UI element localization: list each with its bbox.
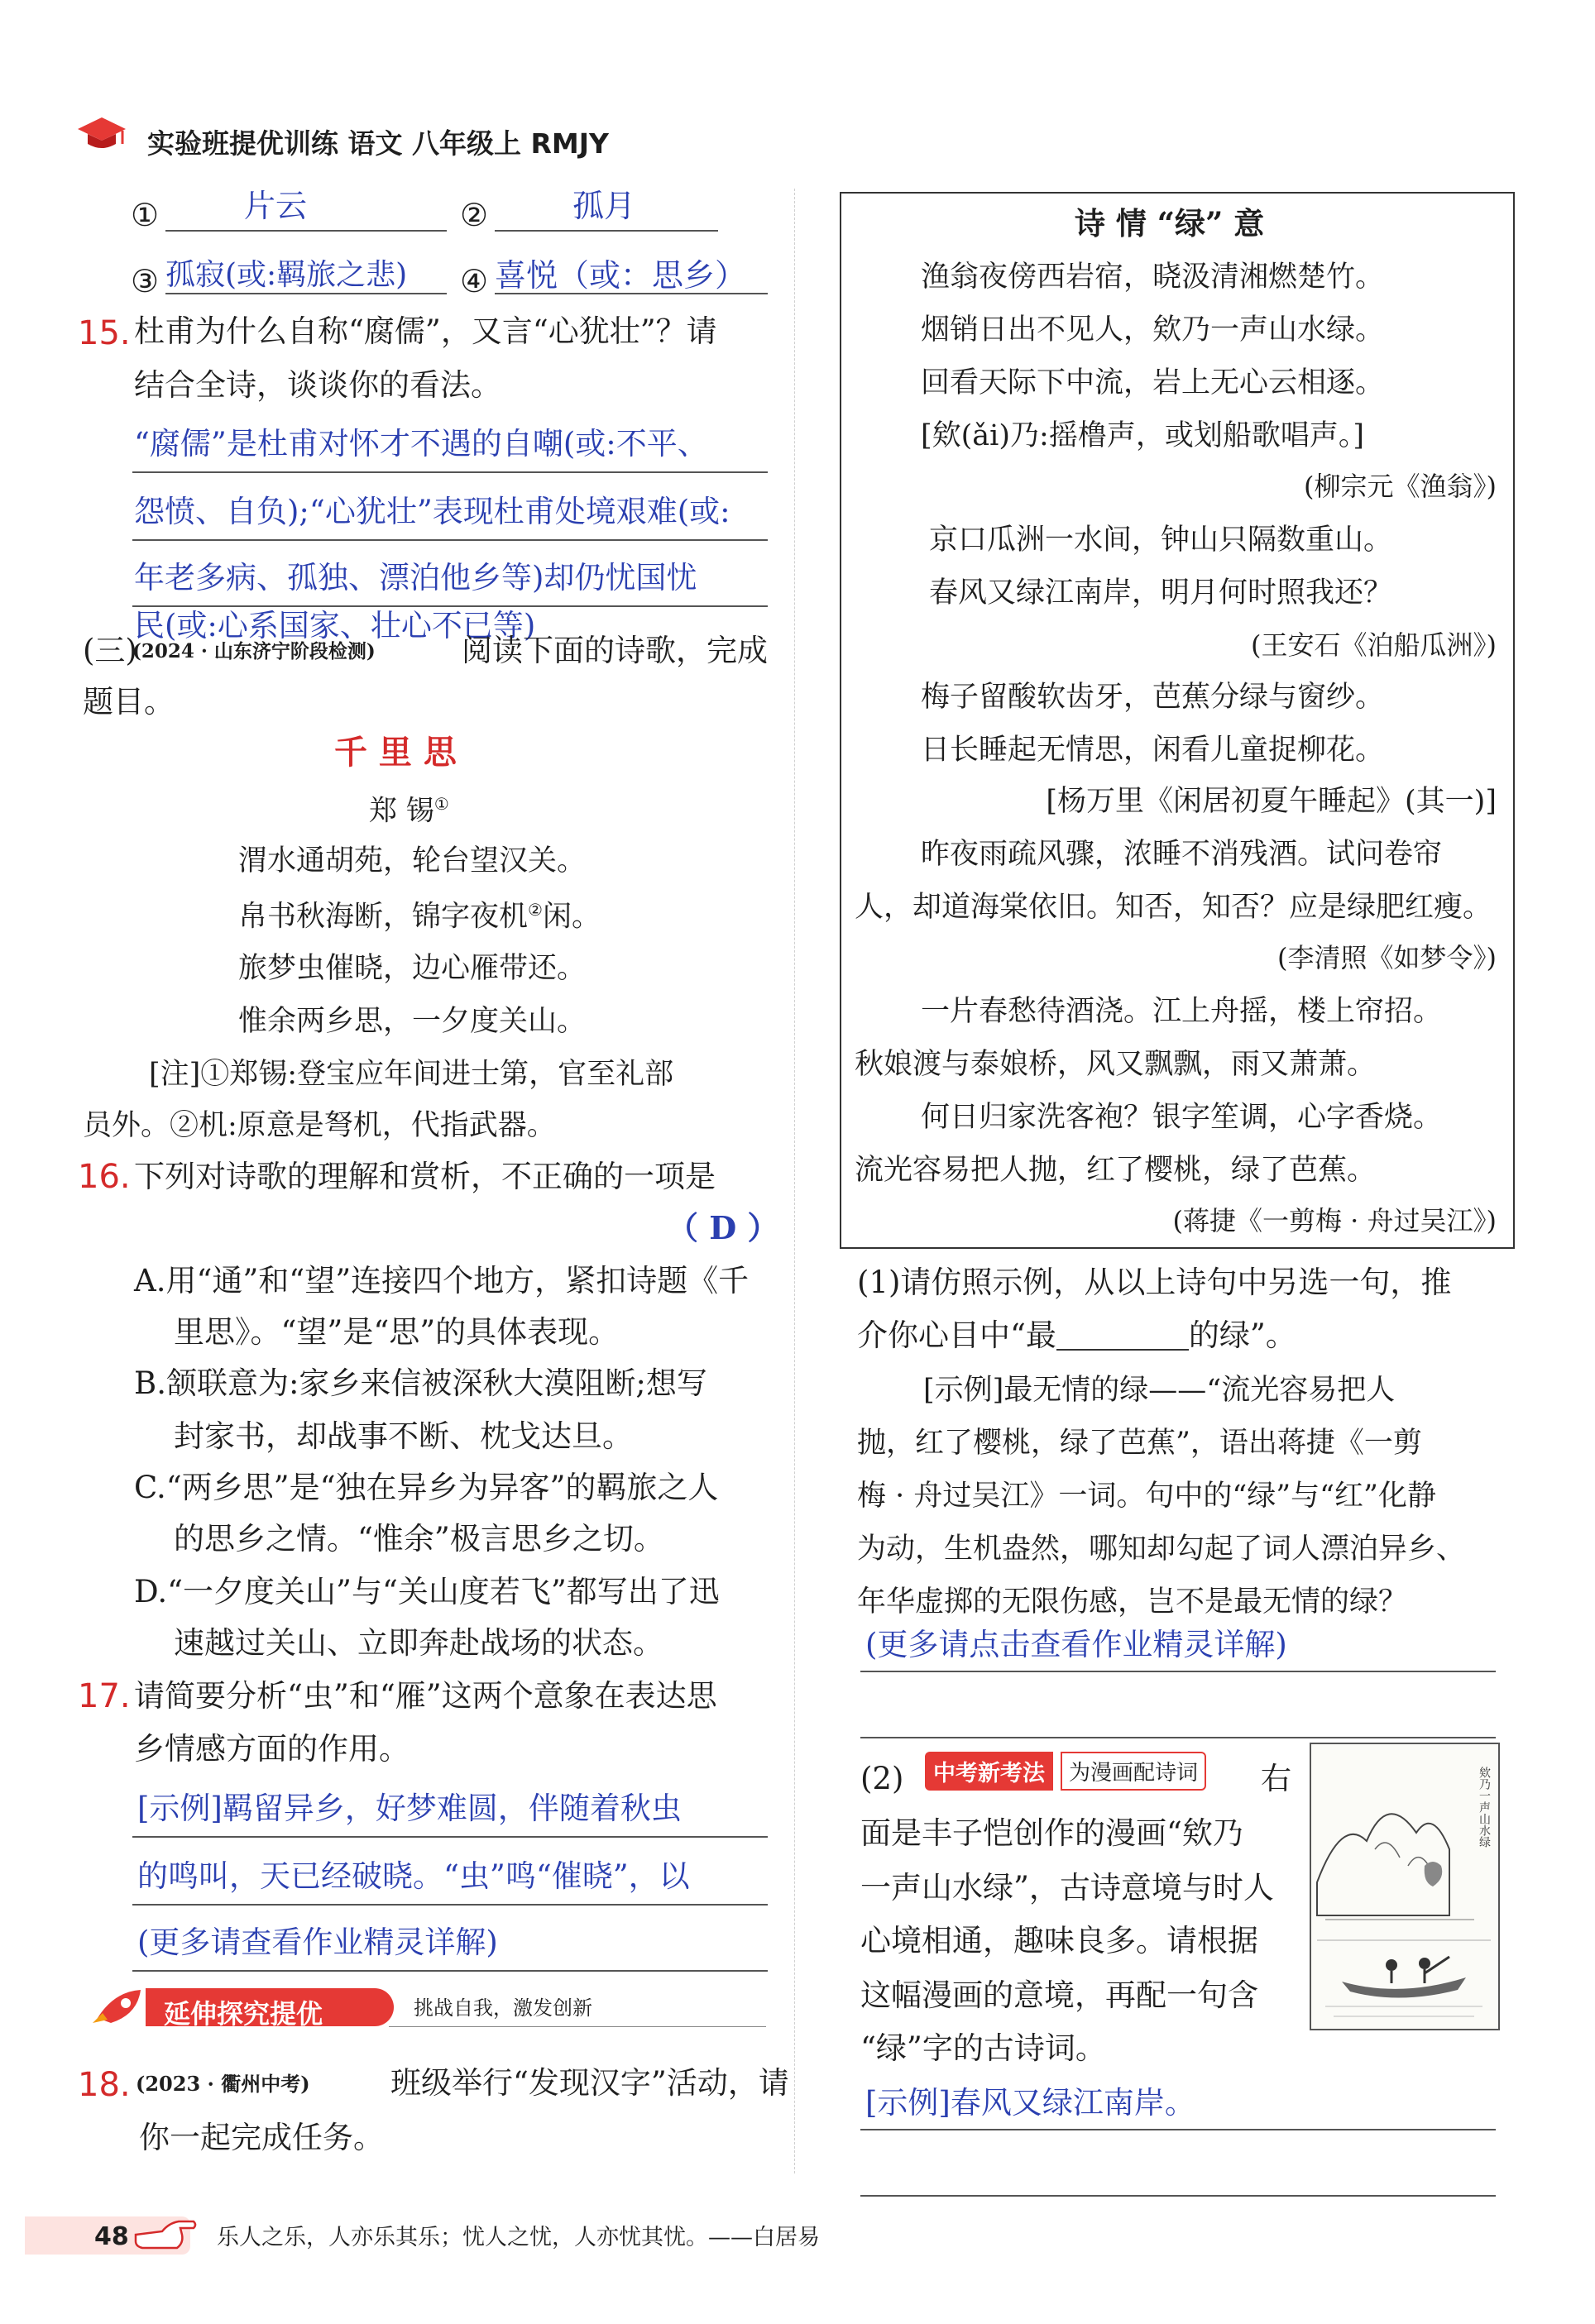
q18-stem-line: 班级举行“发现汉字”活动，请 [390, 2065, 789, 2101]
q17-number: 17. [78, 1677, 131, 1715]
q15-answer-line: 年老多病、孤独、漂泊他乡等)却仍忧国忧 [134, 560, 697, 595]
q17-stem-line: 乡情感方面的作用。 [134, 1731, 410, 1767]
section3-instruction: 阅读下面的诗歌，完成 [462, 633, 768, 668]
poem-box-line: 渔翁夜傍西岩宿，晓汲清湘燃楚竹。 [921, 261, 1385, 294]
q15-number: 15. [78, 314, 131, 352]
poem-box-line: 日长睡起无情思，闲看儿童捉柳花。 [921, 734, 1385, 767]
q2-stem-line: 一声山水绿”，古诗意境与时人 [860, 1870, 1274, 1906]
q16-answer [667, 1209, 779, 1246]
poem-box-line: 一片春愁待酒浇。江上舟摇，楼上帘招。 [921, 995, 1443, 1028]
poem-box-line: 烟销日出不见人，欸乃一声山水绿。 [921, 313, 1385, 347]
poem-box-source: (柳宗元《渔翁》) [1304, 471, 1497, 502]
poem-box-title: 诗 情 “绿” 意 [1075, 205, 1265, 241]
poem1-line [238, 901, 601, 932]
answer-underline [132, 605, 768, 607]
extension-banner-subtitle: 挑战自我，激发创新 [414, 1996, 592, 2020]
poem1-line-part: 帛书秋海断，锦字夜机 [238, 900, 529, 934]
q15-stem-line: 结合全诗，谈谈你的看法。 [134, 367, 501, 403]
q15-answer-line: “腐儒”是杜甫对怀才不遇的自嘲(或:不平、 [134, 426, 708, 461]
q1-stem-line: (1)请仿照示例，从以上诗句中另选一句，推 [857, 1265, 1452, 1300]
q1-stem-part: 介你心目中“最 [857, 1317, 1056, 1353]
poem-box-line: 春风又绿江南岸，明月何时照我还？ [929, 576, 1393, 610]
q16-option-line: B.颔联意为:家乡来信被深秋大漠阻断;想写 [134, 1365, 707, 1401]
answer-underline [132, 1836, 768, 1838]
section3-prefix: (三) [83, 633, 137, 668]
extension-banner [146, 1988, 394, 2030]
q16-option-line: 速越过关山、立即奔赴战场的状态。 [174, 1625, 663, 1661]
poem1-author [369, 794, 449, 828]
q1-example-line: 年华虚掷的无限伤感，岂不是最无情的绿？ [857, 1585, 1408, 1619]
q17-answer-line: (更多请查看作业精灵详解) [137, 1925, 498, 1960]
blank-answer: 孤月 [572, 188, 636, 224]
q16-number: 16. [78, 1158, 131, 1196]
q2-tag-new-exam: 中考新考法 [925, 1752, 1053, 1791]
q16-option-line: 里思》。“望”是“思”的具体表现。 [174, 1314, 620, 1350]
q17-stem-line: 请简要分析“虫”和“雁”这两个意象在表达思 [134, 1678, 717, 1714]
q17-answer-line: 的鸣叫，天已经破晓。“虫”鸣“催晓”，以 [137, 1858, 690, 1894]
feng-zikai-painting [1309, 1742, 1501, 2031]
banner-underline [389, 2026, 766, 2027]
poem1-line: 渭水通胡苑，轮台望汉关。 [238, 844, 587, 877]
poem-box-gloss: [欸(ǎi)乃:摇橹声，或划船歌唱声。] [921, 419, 1364, 452]
q2-answer: [示例]春风又绿江南岸。 [865, 2085, 1195, 2121]
painting-caption: 欸乃一声山水绿 [1478, 1767, 1491, 1848]
poem-box-line: 何日归家洗客袍？银字笙调，心字香烧。 [921, 1101, 1443, 1134]
q16-option-line: 的思乡之情。“惟余”极言思乡之切。 [174, 1521, 664, 1557]
poem1-author-note: ① [433, 794, 449, 814]
q16-answer-value: （ D ） [667, 1209, 779, 1246]
q16-option-line: C.“两乡思”是“独在异乡为异客”的羁旅之人 [134, 1470, 719, 1505]
section3-instruction: 题目。 [83, 684, 175, 720]
q15-answer-line: 怨愤、自负);“心犹壮”表现杜甫处境艰难(或: [134, 494, 730, 529]
q16-option-line: A.用“通”和“望”连接四个地方，紧扣诗题《千 [134, 1263, 750, 1298]
poem1-line: 旅梦虫催晓，边心雁带还。 [238, 952, 587, 985]
hand-pointer-icon [132, 2210, 199, 2256]
footer-quote: 乐人之乐，人亦乐其乐；忧人之忧，人亦忧其忧。——白居易 [217, 2225, 820, 2250]
blank-underline [165, 230, 447, 232]
answer-underline [132, 1904, 768, 1906]
answer-underline [860, 2195, 1496, 2197]
poem1-line-part: 闲。 [542, 900, 601, 934]
poem-box-line: 回看天际下中流，岩上无心云相逐。 [921, 366, 1385, 399]
poem-box-source: (李清照《如梦令》) [1277, 942, 1497, 973]
poem-box-line: 流光容易把人抛，红了樱桃，绿了芭蕉。 [855, 1154, 1377, 1187]
q1-blank [1056, 1324, 1189, 1351]
q18-source: (2023 · 衢州中考) [136, 2072, 310, 2096]
poem-box [840, 192, 1515, 1249]
poem-box-line: 梅子留酸软齿牙，芭蕉分绿与窗纱。 [921, 681, 1385, 714]
q2-stem-line: 心境相通，趣味良多。请根据 [860, 1923, 1258, 1958]
q15-stem-line: 杜甫为什么自称“腐儒”，又言“心犹壮”？请 [134, 313, 717, 349]
blank-underline [165, 293, 447, 294]
answer-underline [132, 539, 768, 541]
q1-example-line: 抛，红了樱桃，绿了芭蕉”，语出蒋捷《一剪 [857, 1427, 1422, 1460]
q17-answer-line: [示例]羁留异乡，好梦难圆，伴随着秋虫 [137, 1791, 682, 1826]
blank-underline [495, 230, 718, 232]
poem1-title: 千 里 思 [334, 733, 457, 772]
q2-number: (2) [860, 1761, 904, 1796]
answer-underline [860, 2129, 1496, 2130]
q1-more-link[interactable]: (更多请点击查看作业精灵详解) [865, 1627, 1287, 1662]
blank-num: ① [131, 197, 160, 233]
q18-stem-line: 你一起完成任务。 [139, 2120, 384, 2155]
poem1-note: [注]①郑锡:登宝应年间进士第，官至礼部 [149, 1058, 674, 1091]
section3-source: (2024 · 山东济宁阶段检测) [132, 640, 376, 662]
q16-stem: 下列对诗歌的理解和赏析，不正确的一项是 [134, 1159, 716, 1194]
blank-underline [495, 293, 768, 294]
page-number: 48 [94, 2222, 129, 2251]
blank-answer: 孤寂(或:羁旅之悲) [165, 258, 408, 292]
q15-answer-line: 民(或:心系国家、壮心不已等) [134, 608, 536, 643]
extension-banner-label: 延伸探究提优 [164, 1998, 323, 2030]
q1-example-line: [示例]最无情的绿——“流光容易把人 [923, 1374, 1396, 1407]
q16-option-line: D.“一夕度关山”与“关山度若飞”都写出了迅 [134, 1574, 720, 1609]
answer-underline [860, 1737, 1496, 1738]
column-divider [794, 189, 795, 2173]
poem-box-source: (王安石《泊船瓜洲》) [1251, 629, 1497, 661]
rocket-icon [89, 1985, 146, 2026]
q1-stem-part: 的绿”。 [1188, 1317, 1296, 1353]
blank-num: ④ [460, 263, 489, 299]
answer-underline [860, 1671, 1496, 1672]
q1-example-line: 梅 · 舟过吴江》一词。句中的“绿”与“红”化静 [857, 1480, 1436, 1513]
blank-answer: 喜悦（或：思乡） [495, 257, 747, 294]
poem-box-source: [杨万里《闲居初夏午睡起》(其一)] [1046, 785, 1497, 818]
q1-example-line: 为动，生机盎然，哪知却勾起了词人漂泊异乡、 [857, 1533, 1466, 1566]
header-logo-icon [76, 114, 127, 155]
header-title: 实验班提优训练 语文 八年级上 RMJY [147, 127, 609, 160]
q2-tag-topic: 为漫画配诗词 [1061, 1752, 1206, 1791]
q16-option-line: 封家书，却战事不断、枕戈达旦。 [174, 1418, 633, 1454]
poem1-line-note: ② [528, 900, 543, 920]
poem-box-line: 昨夜雨疏风骤，浓睡不消残酒。试问卷帘 [921, 838, 1443, 871]
blank-answer: 片云 [244, 188, 308, 224]
poem-box-source: (蒋捷《一剪梅 · 舟过吴江》) [1172, 1205, 1497, 1236]
q2-stem-line: 面是丰子恺创作的漫画“欸乃 [860, 1815, 1243, 1851]
blank-num: ③ [131, 263, 160, 299]
blank-num: ② [460, 197, 489, 233]
poem-box-line: 秋娘渡与泰娘桥，风又飘飘，雨又萧萧。 [855, 1048, 1377, 1081]
q2-stem-line: 这幅漫画的意境，再配一句含 [860, 1977, 1258, 2013]
poem-box-line: 人，却道海棠依旧。知否，知否？应是绿肥红瘦。 [855, 891, 1492, 924]
q2-stem-line: 右 [1261, 1761, 1291, 1796]
answer-underline [132, 471, 768, 473]
q1-stem-line [857, 1317, 1296, 1353]
q2-stem-line: “绿”字的古诗词。 [860, 2030, 1106, 2066]
poem1-line: 惟余两乡思，一夕度关山。 [238, 1005, 587, 1038]
q18-number: 18. [78, 2066, 131, 2104]
poem1-note: 员外。②机:原意是弩机，代指武器。 [83, 1109, 556, 1142]
poem-box-line: 京口瓜洲一水间，钟山只隔数重山。 [929, 524, 1393, 557]
poem1-author-name: 郑 锡 [369, 794, 434, 828]
answer-underline [132, 1970, 768, 1972]
